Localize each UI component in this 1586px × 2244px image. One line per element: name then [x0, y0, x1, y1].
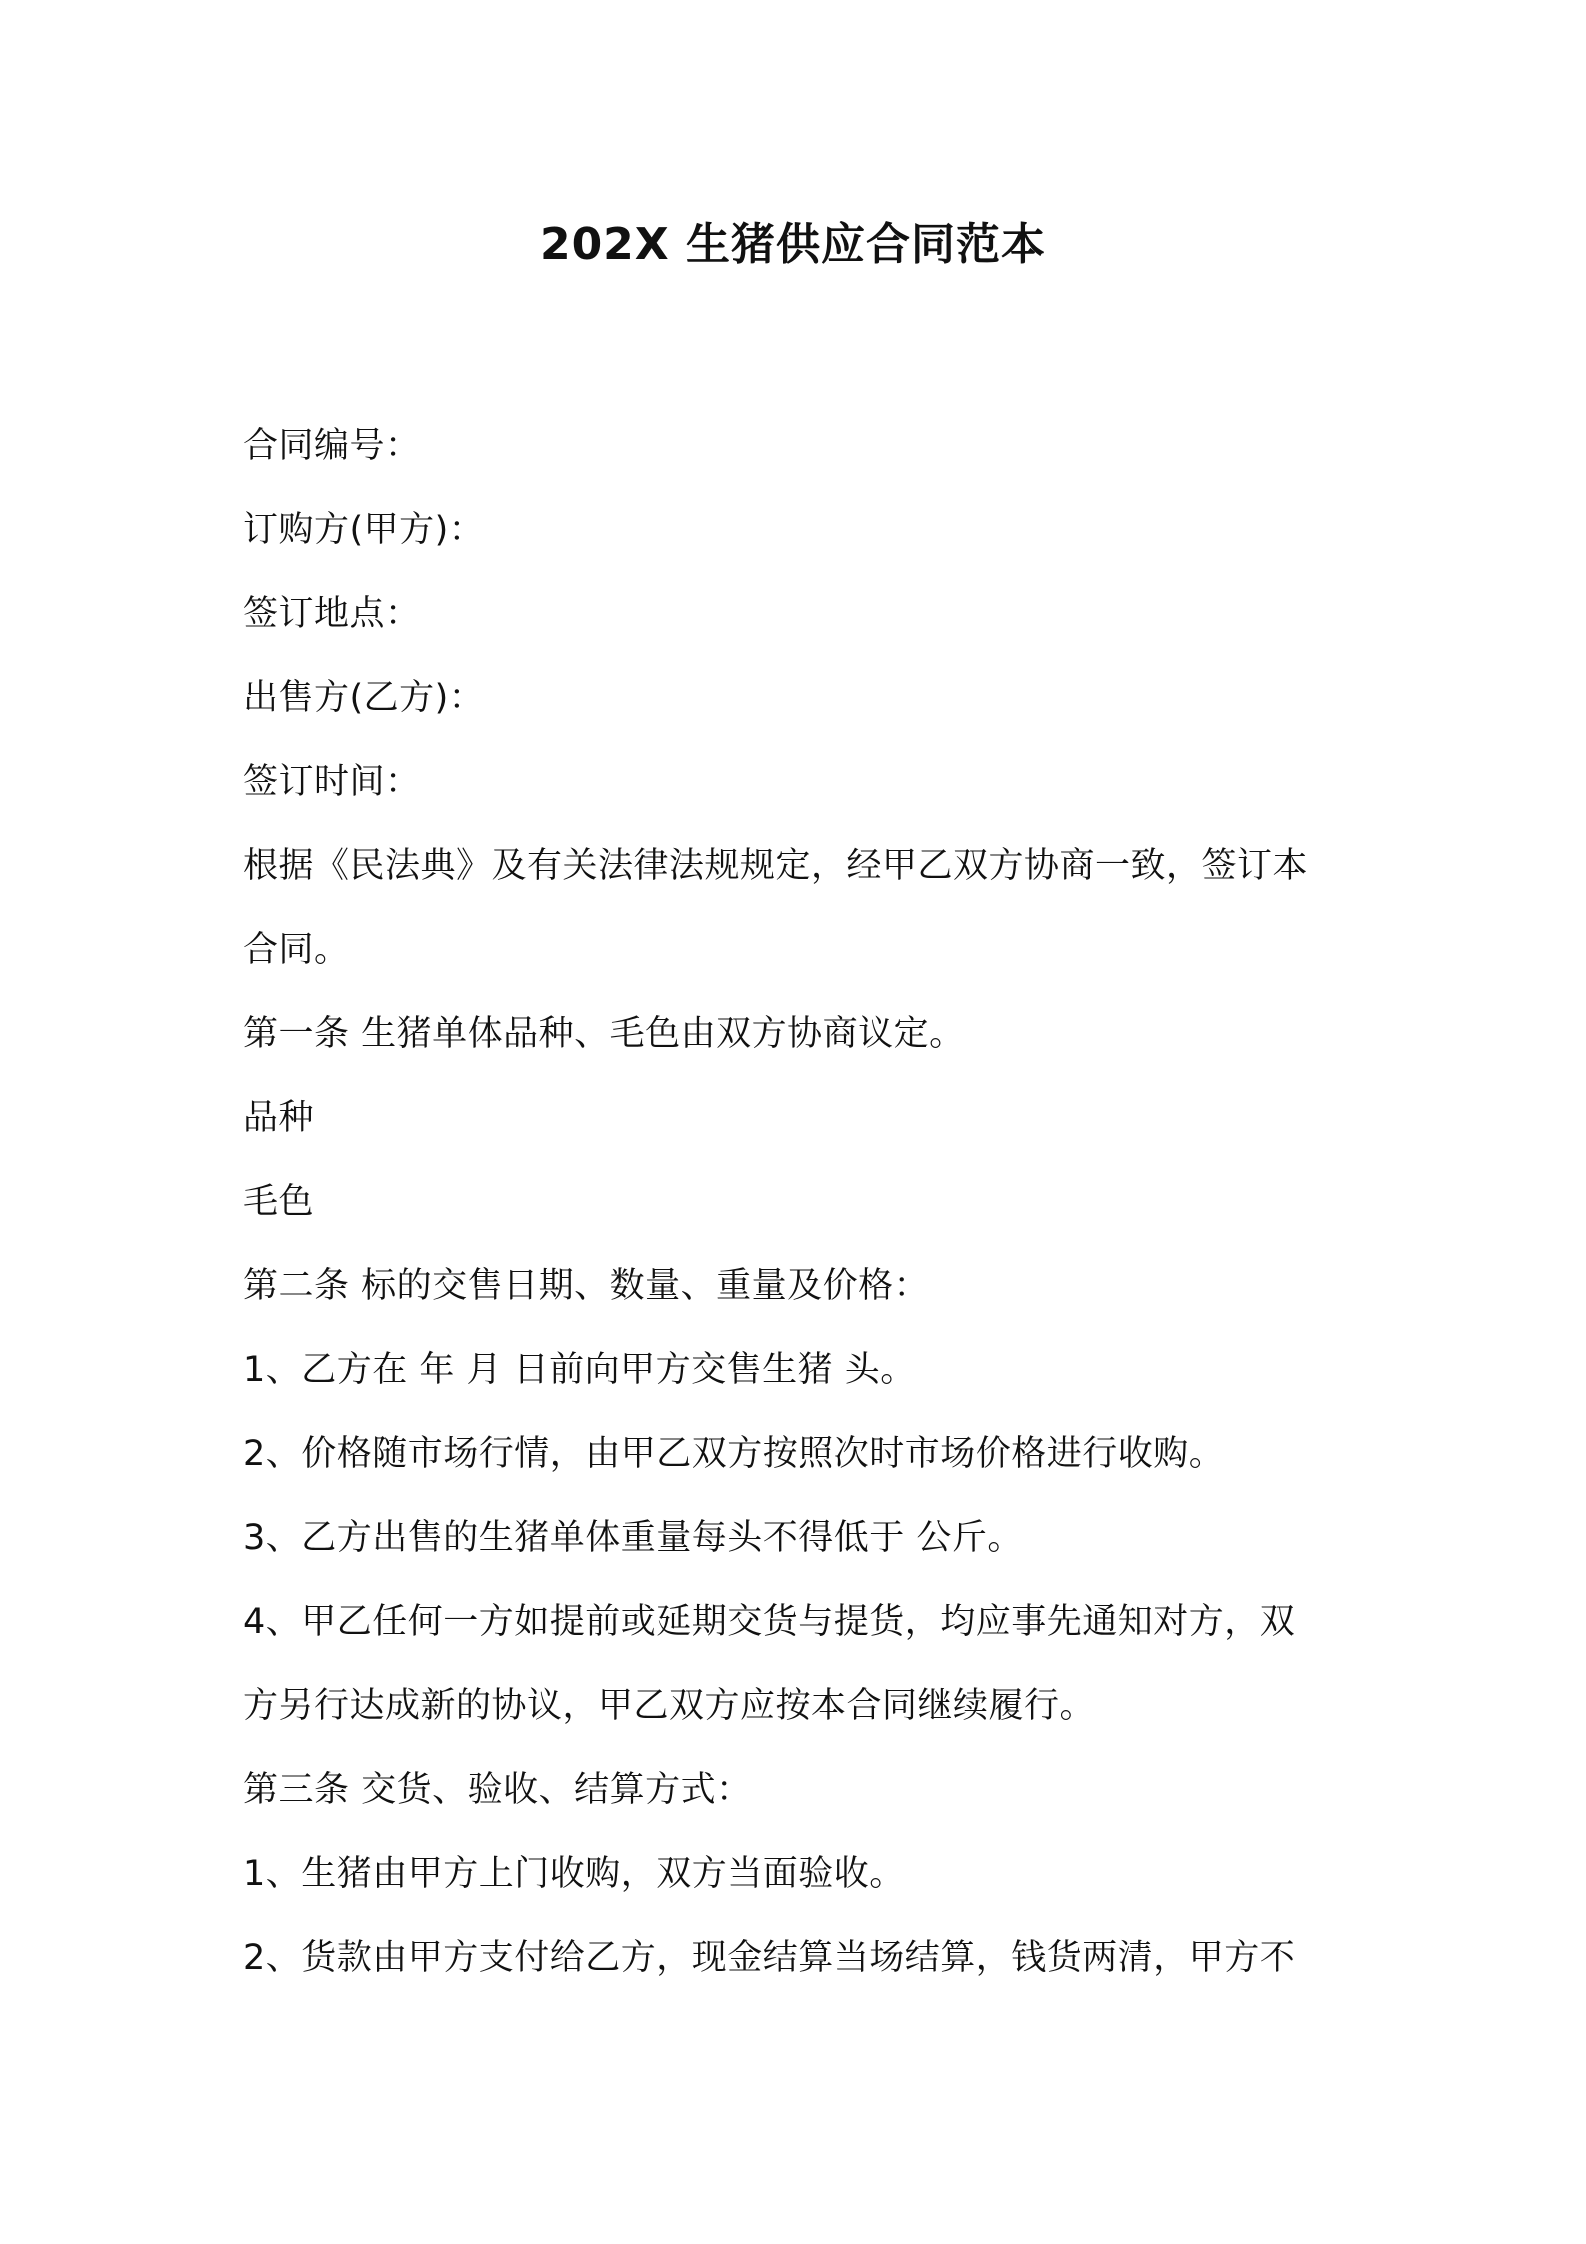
preamble-line: 合同。 — [243, 930, 350, 970]
field-contract-number: 合同编号： — [243, 426, 421, 466]
preamble-line: 根据《民法典》及有关法律法规规定，经甲乙双方协商一致，签订本 — [243, 846, 1309, 886]
article-3-clause: 1、生猪由甲方上门收购，双方当面验收。 — [243, 1854, 905, 1894]
article-2-clause: 2、价格随市场行情，由甲乙双方按照次时市场价格进行收购。 — [243, 1434, 1225, 1474]
article-1-coat-color: 毛色 — [243, 1182, 315, 1222]
document-title: 202X 生猪供应合同范本 — [539, 219, 1047, 270]
field-signing-time: 签订时间： — [243, 762, 421, 802]
article-2-clause: 3、乙方出售的生猪单体重量每头不得低于 公斤。 — [243, 1518, 1023, 1558]
article-2-heading: 第二条 标的交售日期、数量、重量及价格： — [243, 1266, 930, 1306]
article-2-clause: 1、乙方在 年 月 日前向甲方交售生猪 头。 — [243, 1350, 916, 1390]
article-2-clause: 4、甲乙任何一方如提前或延期交货与提货，均应事先通知对方，双 — [243, 1602, 1296, 1642]
document-body — [243, 404, 1363, 2000]
article-3-heading: 第三条 交货、验收、结算方式： — [243, 1770, 752, 1810]
article-1-breed: 品种 — [243, 1098, 315, 1138]
field-buyer-party-a: 订购方(甲方)： — [243, 510, 485, 550]
article-3-clause: 2、货款由甲方支付给乙方，现金结算当场结算，钱货两清，甲方不 — [243, 1938, 1296, 1978]
field-signing-place: 签订地点： — [243, 594, 421, 634]
article-1-heading: 第一条 生猪单体品种、毛色由双方协商议定。 — [243, 1014, 965, 1054]
field-seller-party-b: 出售方(乙方)： — [243, 678, 485, 718]
article-2-clause: 方另行达成新的协议，甲乙双方应按本合同继续履行。 — [243, 1686, 1096, 1726]
